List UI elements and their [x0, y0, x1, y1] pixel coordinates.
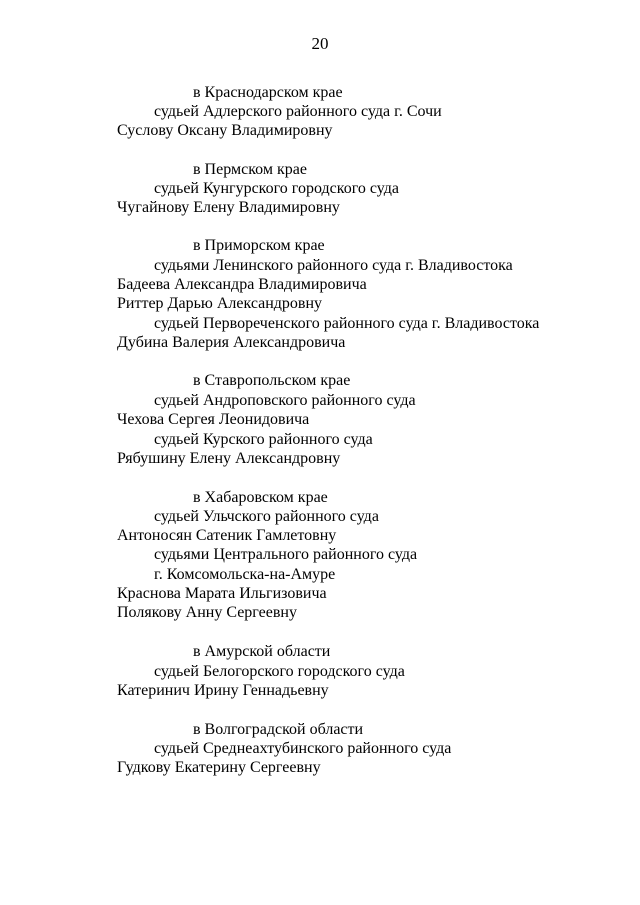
court-line: судьей Андроповского районного суда [154, 392, 416, 409]
region-heading: в Хабаровском крае [193, 489, 328, 506]
court-line: судьей Ульчского районного суда [154, 508, 379, 525]
person-name: Гудкову Екатерину Сергеевну [117, 759, 321, 776]
court-line: судьей Первореченского районного суда г. Владивостока [154, 315, 540, 332]
court-line: судьей Адлерского районного суда г. Сочи [154, 103, 442, 120]
region-heading: в Волгоградской области [193, 721, 364, 738]
person-name: Чехова Сергея Леонидовича [117, 411, 310, 428]
person-name: Чугайнову Елену Владимировну [117, 199, 340, 216]
region-heading: в Пермском крае [193, 161, 307, 178]
court-line: судьей Белогорского городского суда [154, 663, 405, 680]
person-name: Риттер Дарью Александровну [117, 295, 323, 312]
person-name: Краснова Марата Ильгизовича [117, 585, 327, 602]
court-line: судьями Центрального районного суда [154, 546, 418, 563]
page-number: 20 [311, 34, 329, 53]
person-name: Дубина Валерия Александровича [117, 334, 346, 351]
person-name: Бадеева Александра Владимировича [117, 276, 367, 293]
person-name: Катеринич Ирину Геннадьевну [117, 682, 329, 699]
person-name: Антоносян Сатеник Гамлетовну [117, 527, 337, 544]
person-name: Суслову Оксану Владимировну [117, 122, 333, 139]
court-city-line: г. Комсомольска-на-Амуре [154, 566, 336, 583]
court-line: судьей Среднеахтубинского районного суда [154, 740, 452, 757]
court-line: судьями Ленинского районного суда г. Владивостока [154, 257, 513, 274]
court-line: судьей Кунгурского городского суда [154, 180, 399, 197]
region-heading: в Амурской области [193, 643, 331, 660]
region-heading: в Ставропольском крае [193, 372, 351, 389]
court-line: судьей Курского районного суда [154, 431, 373, 448]
person-name: Полякову Анну Сергеевну [117, 604, 297, 621]
person-name: Рябушину Елену Александровну [117, 450, 341, 467]
region-heading: в Краснодарском крае [193, 84, 343, 101]
region-heading: в Приморском крае [193, 237, 325, 254]
